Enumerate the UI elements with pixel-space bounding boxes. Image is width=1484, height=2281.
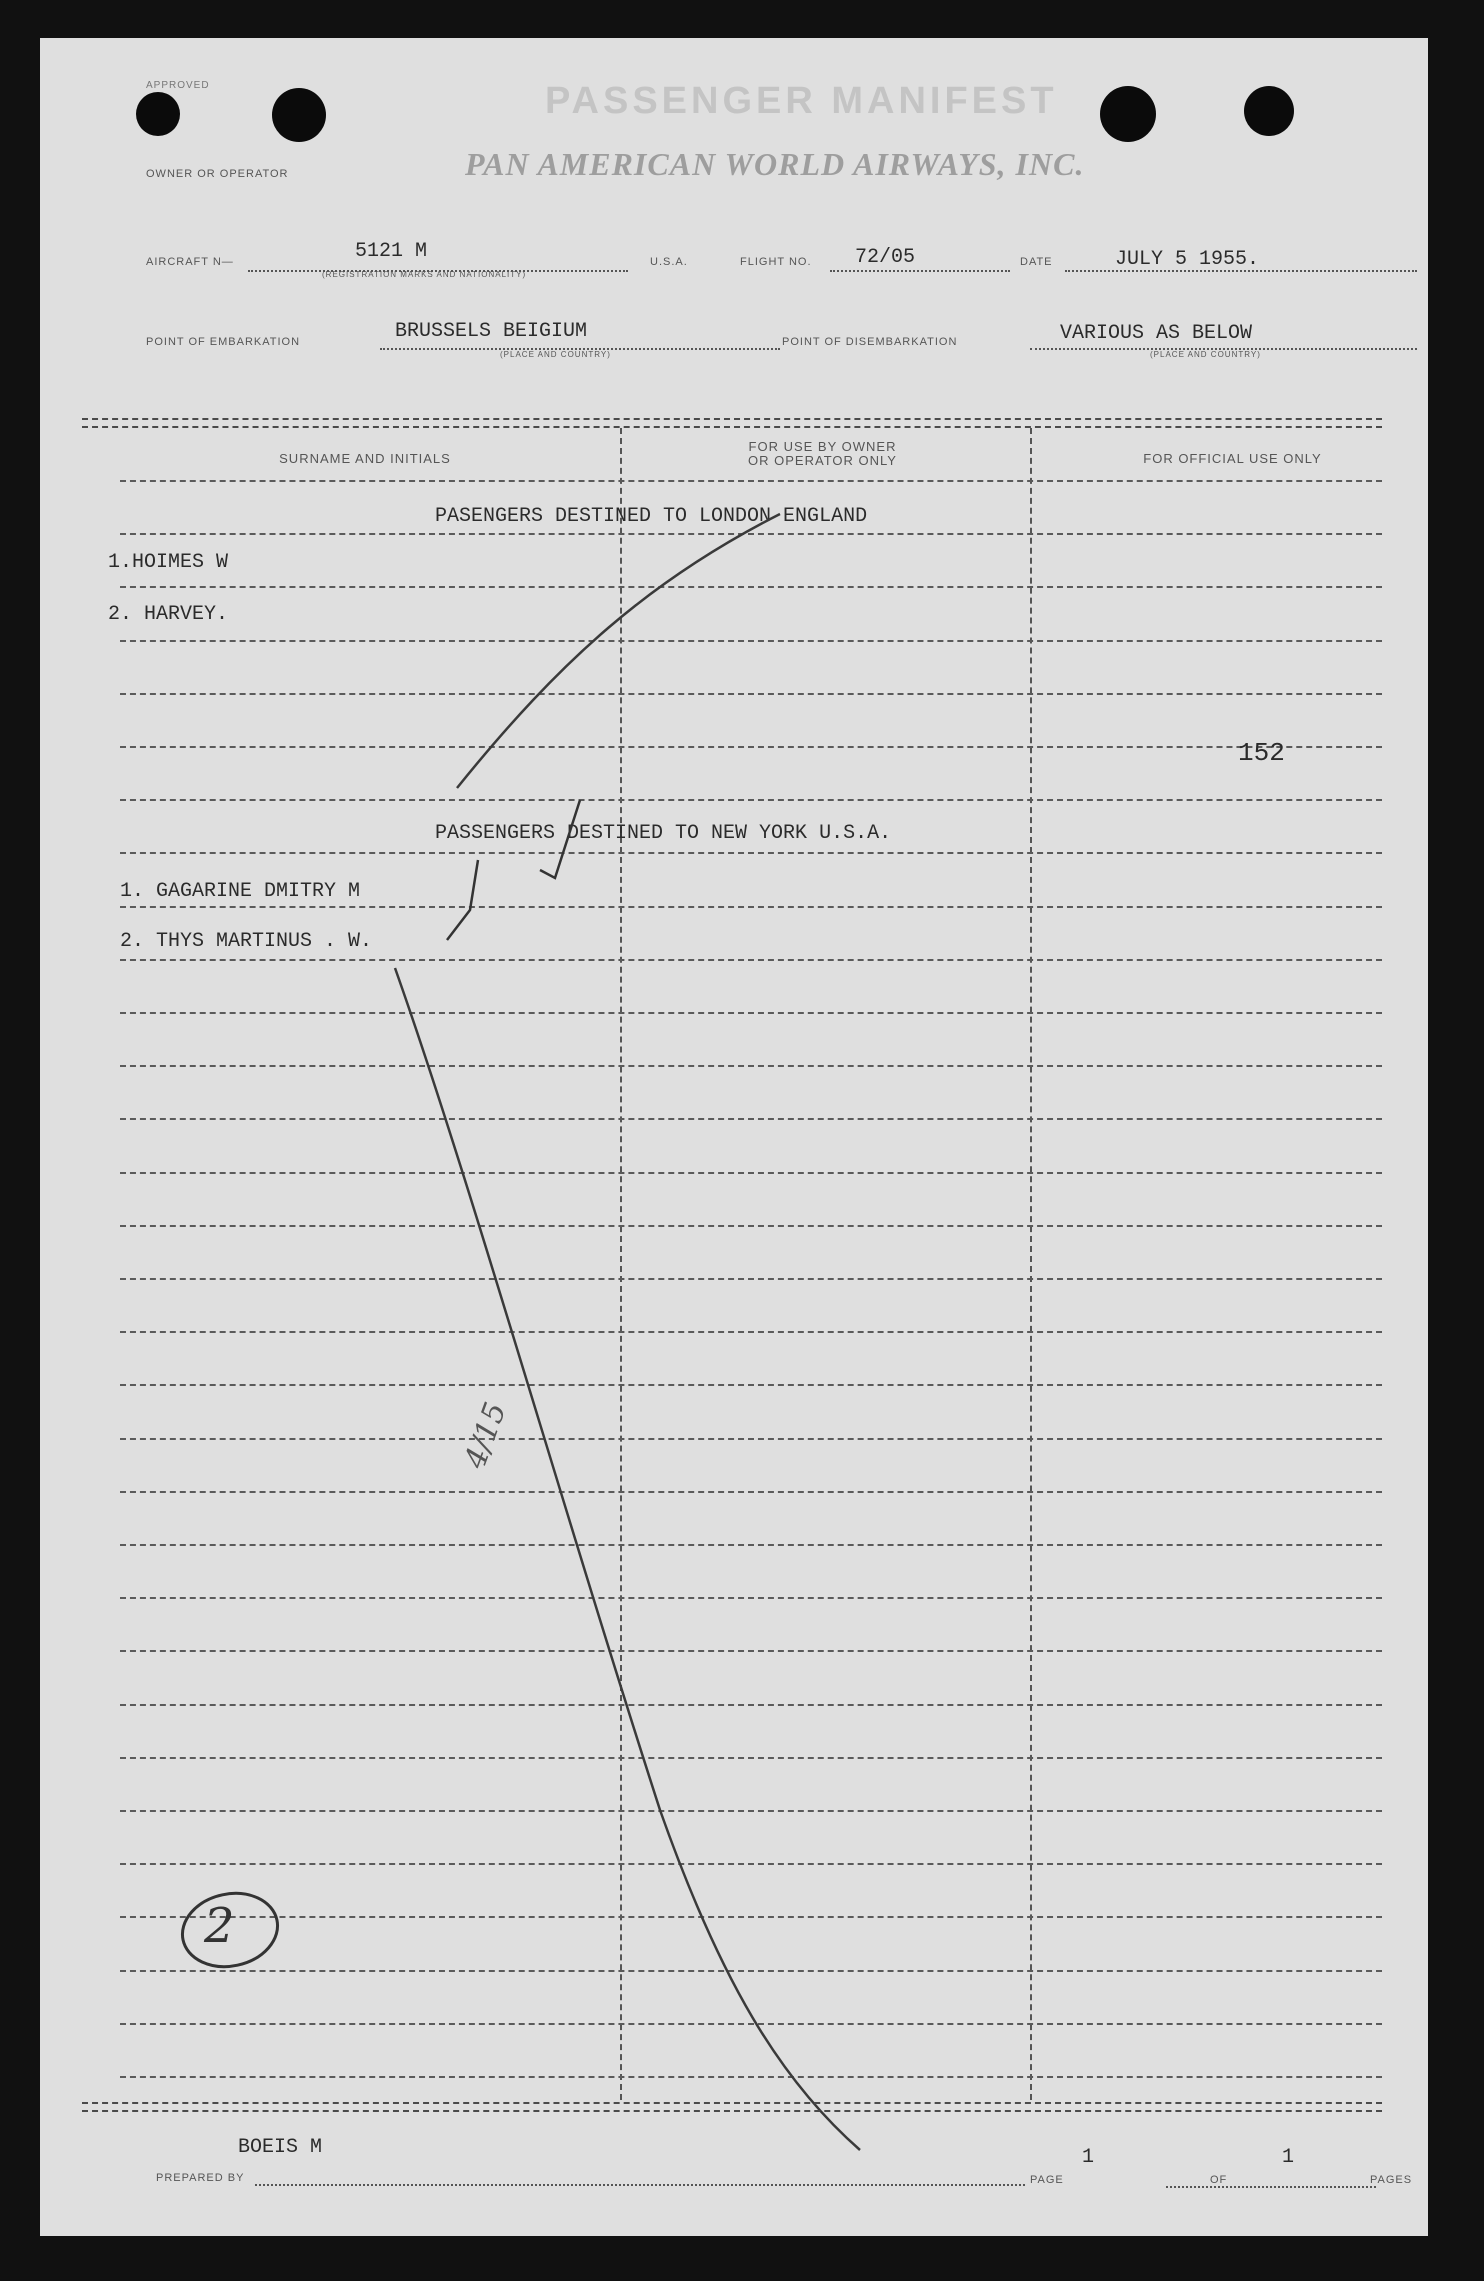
date-label: DATE	[1020, 256, 1053, 268]
date-value: JULY 5 1955.	[1115, 248, 1260, 271]
total-pages: 1	[1282, 2146, 1295, 2169]
passenger-row: 1. GAGARINE DMITRY M	[120, 880, 361, 903]
disembarkation-label: POINT OF DISEMBARKATION	[782, 336, 958, 348]
owner-label: OWNER OR OPERATOR	[146, 168, 289, 180]
column-header-names: SURNAME AND INITIALS	[279, 451, 451, 466]
page-label: PAGE	[1030, 2174, 1064, 2186]
embarkation-caption: (PLACE AND COUNTRY)	[500, 350, 611, 359]
approved-stamp: APPROVED	[146, 80, 210, 91]
pages-label: PAGES	[1370, 2174, 1413, 2186]
airline-name: PAN AMERICAN WORLD AIRWAYS, INC.	[465, 146, 1085, 182]
of-label: OF	[1210, 2174, 1228, 2186]
prepared-by-label: PREPARED BY	[156, 2172, 245, 2184]
passenger-row: 2. THYS MARTINUS . W.	[120, 930, 373, 953]
embarkation-value: BRUSSELS BEIGIUM	[395, 320, 588, 343]
usa-label: U.S.A.	[650, 256, 688, 268]
margin-note: 4/15	[457, 1397, 514, 1474]
prepared-by-value: BOEIS M	[238, 2136, 323, 2159]
passenger-row: 2. HARVEY.	[108, 603, 229, 626]
registration-caption: (REGISTRATION MARKS AND NATIONALITY)	[322, 270, 527, 279]
page-number: 1	[1082, 2146, 1095, 2169]
circled-number: 2	[204, 1898, 235, 1954]
official-note: 152	[1238, 738, 1285, 768]
column-header-owner: FOR USE BY OWNER OR OPERATOR ONLY	[748, 439, 897, 468]
disembarkation-caption: (PLACE AND COUNTRY)	[1150, 350, 1261, 359]
embarkation-label: POINT OF EMBARKATION	[146, 336, 301, 348]
aircraft-value: 5121 M	[355, 240, 428, 263]
disembarkation-value: VARIOUS AS BELOW	[1060, 322, 1253, 345]
passenger-row: 1.HOIMES W	[108, 551, 229, 574]
flight-label: FLIGHT NO.	[740, 256, 812, 268]
section-heading-new-york: PASSENGERS DESTINED TO NEW YORK U.S.A.	[435, 822, 892, 845]
aircraft-label: AIRCRAFT N—	[146, 256, 234, 268]
section-heading-london: PASENGERS DESTINED TO LONDON ENGLAND	[435, 505, 868, 528]
flight-value: 72/05	[855, 246, 916, 269]
form-title: PASSENGER MANIFEST	[545, 80, 1058, 122]
column-header-official: FOR OFFICIAL USE ONLY	[1143, 451, 1322, 466]
